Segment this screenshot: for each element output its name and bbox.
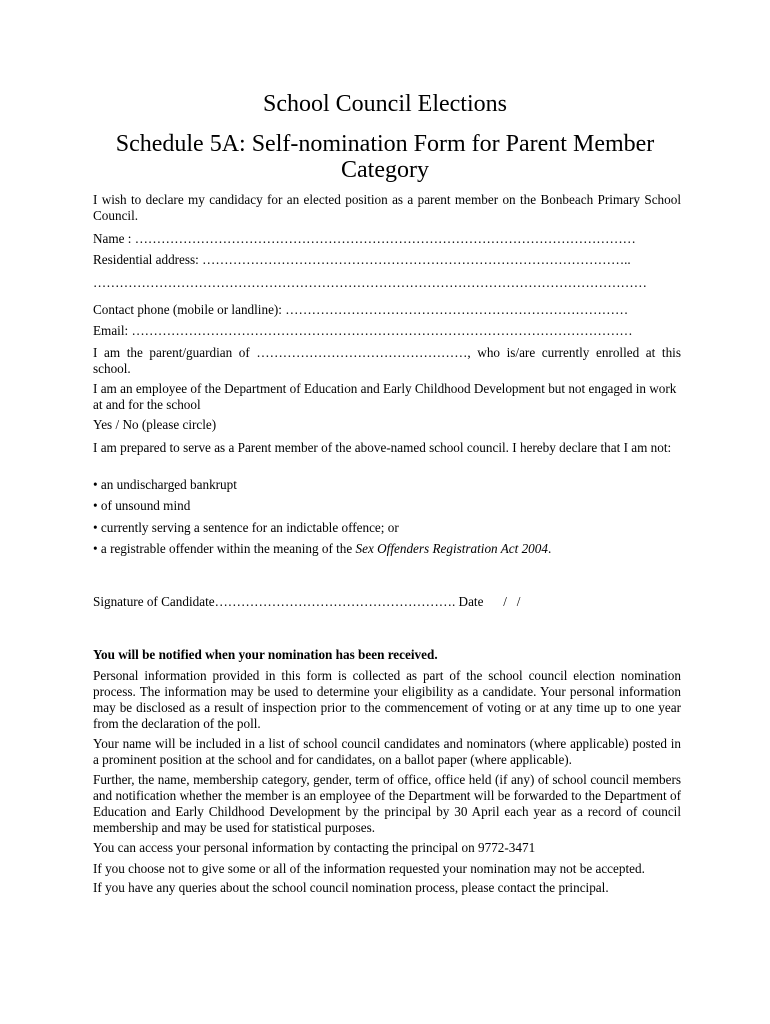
form-subtitle-line-1: Schedule 5A: Self-nomination Form for Parent Member bbox=[115, 131, 655, 157]
eligibility-bullet: • of unsound mind bbox=[93, 498, 191, 513]
queries-paragraph: If you have any queries about the school council nomination process, please contact the principal. bbox=[93, 880, 609, 895]
nomination-acceptance-paragraph: If you choose not to give some or all of the information requested your nomination may not be accepted. bbox=[93, 861, 645, 876]
membership-record-paragraph: Further, the name, membership category, gender, term of office, office held (if any) of school council members and notification whether the member is an employee of the Department will be forwarded to the Department of Education and Early Childhood Development by the principal by 30 April each year as a record of council membership and may be used for statistical purposes. bbox=[93, 772, 681, 835]
offender-bullet-prefix: • a registrable offender within the meaning of the bbox=[93, 541, 356, 556]
candidate-list-paragraph: Your name will be included in a list of school council candidates and nominators (where applicable) posted in a prominent position at the school and for candidates, on a ballot paper (where applicable). bbox=[93, 736, 681, 767]
eligibility-bullet-offender bbox=[93, 541, 681, 557]
parent-guardian-prefix: I am the parent/guardian of bbox=[93, 345, 250, 360]
privacy-paragraph: Personal information provided in this form is collected as part of the school council election nomination process. The information may be used to determine your eligibility as a candidate. Your personal information may be disclosed as a result of inspection prior to the commencement of voting or at any time up to one year from the declaration of the poll. bbox=[93, 668, 681, 731]
contact-phone-field[interactable]: Contact phone (mobile or landline): …………………………………………………………………… bbox=[93, 302, 629, 317]
form-subtitle-line-2: Category bbox=[341, 157, 429, 183]
name-field[interactable]: Name : …………………………………………………………………………………………………… bbox=[93, 231, 636, 246]
candidacy-declaration: I wish to declare my candidacy for an elected position as a parent member on the Bonbeach Primary School Council. bbox=[93, 192, 681, 223]
email-field[interactable]: Email: …………………………………………………………………………………………………… bbox=[93, 323, 633, 338]
employee-yes-no-options[interactable]: Yes / No (please circle) bbox=[93, 417, 217, 432]
residential-address-field-line-2[interactable]: ……………………………………………………………………………………………………………… bbox=[93, 275, 647, 290]
offender-bullet-suffix: . bbox=[547, 541, 552, 556]
employee-statement: I am an employee of the Department of Education and Early Childhood Development but not engaged in work at and for the school bbox=[93, 381, 677, 412]
parent-guardian-suffix: , who is/are currently enrolled at this school. bbox=[93, 345, 681, 376]
eligibility-bullet: • currently serving a sentence for an indictable offence; or bbox=[93, 520, 399, 535]
access-information-paragraph: You can access your personal information by contacting the principal on 9772-3471 bbox=[93, 840, 536, 855]
act-title: Sex Offenders Registration Act 2004 bbox=[355, 541, 548, 556]
form-title: School Council Elections bbox=[263, 91, 507, 117]
notification-heading: You will be notified when your nomination has been received. bbox=[93, 647, 438, 662]
signature-label: Signature of Candidate………………………………………………. Date bbox=[93, 594, 484, 609]
eligibility-bullet: • an undischarged bankrupt bbox=[93, 477, 237, 492]
signature-line[interactable] bbox=[93, 594, 681, 610]
parent-guardian-statement bbox=[93, 345, 681, 377]
serve-declaration: I am prepared to serve as a Parent member of the above-named school council. I hereby declare that I am not: bbox=[93, 440, 672, 455]
residential-address-field[interactable]: Residential address: …………………………………………………………………………………….. bbox=[93, 252, 631, 267]
child-name-field[interactable]: ………………………………………… bbox=[256, 345, 468, 360]
date-field[interactable]: / / bbox=[503, 594, 521, 609]
